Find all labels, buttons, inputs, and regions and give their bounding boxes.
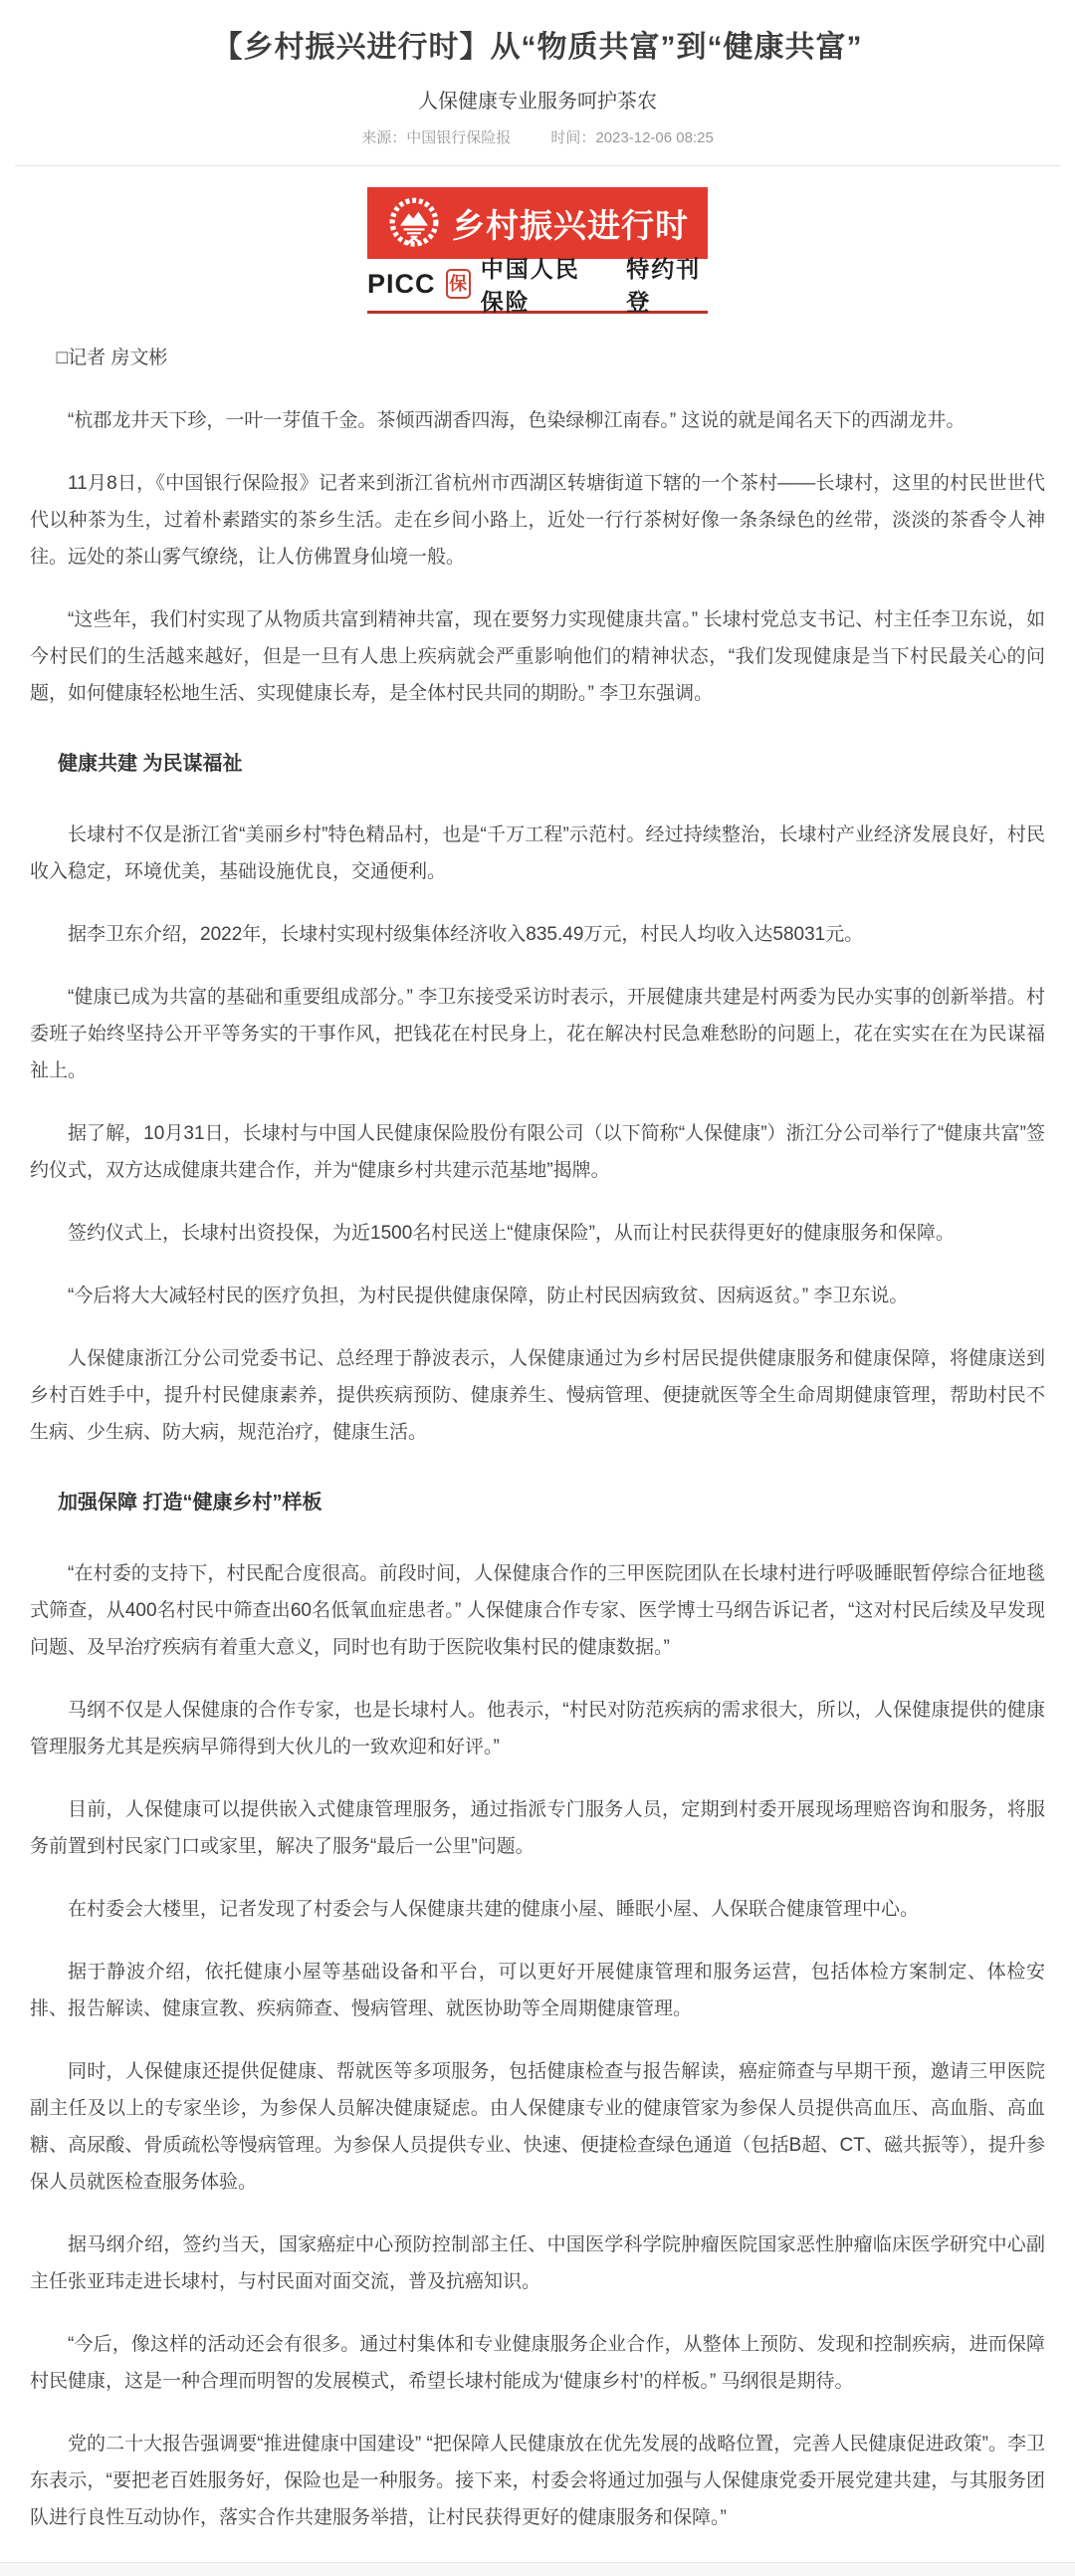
campaign-banner-image [367,187,708,314]
article-paragraph: “在村委的支持下，村民配合度很高。前段时间，人保健康合作的三甲医院团队在长埭村进行呼吸睡眠暂停综合征地毯式筛查，从400名村民中筛查出60名低氧血症患者。” 人保健康合作专家、医学博士马纲告诉记者，“这对村民后续及早发现问题、及早治疗疾病有着重大意义，同时也有助于医院收集村民的健康数据。” [30,1563,1045,1658]
article-paragraph: 同时，人保健康还提供促健康、帮就医等多项服务，包括健康检查与报告解读，癌症筛查与早期干预，邀请三甲医院副主任及以上的专家坐诊，为参保人员解决健康疑虑。由人保健康专业的健康管家为参保人员提供高血压、高血脂、高血糖、高尿酸、骨质疏松等慢病管理。为参保人员提供专业、快速、便捷检查绿色通道（包括B超、CT、磁共振等），提升参保人员就医检查服务体验。 [30,2061,1045,2193]
article-paragraph: 签约仪式上，长埭村出资投保，为近1500名村民送上“健康保险”，从而让村民获得更好的健康服务和保障。 [68,1223,955,1244]
page-footer-bar [0,2562,1075,2576]
article-paragraph: 据了解，10月31日，长埭村与中国人民健康保险股份有限公司（以下简称“人保健康”）浙江分公司举行了“健康共富”签约仪式，双方达成健康共建合作，并为“健康乡村共建示范基地”揭牌。 [30,1123,1045,1181]
page-title: 【乡村振兴进行时】从“物质共富”到“健康共富” [212,31,863,64]
article-paragraph: 马纲不仅是人保健康的合作专家，也是长埭村人。他表示，“村民对防范疾病的需求很大，所以，人保健康提供的健康管理服务尤其是疾病早筛得到大伙儿的一致欢迎和好评。” [30,1700,1045,1757]
article-paragraph: 据马纲介绍，签约当天，国家癌症中心预防控制部主任、中国医学科学院肿瘤医院国家恶性肿瘤临床医学研究中心副主任张亚玮走进长埭村，与村民面对面交流，普及抗癌知识。 [30,2234,1045,2292]
section-heading: 健康共建 为民谋福祉 [58,753,243,775]
article-header [0,0,1075,148]
article-paragraph: 目前，人保健康可以提供嵌入式健康管理服务，通过指派专门服务人员，定期到村委开展现场理赔咨询和服务，将服务前置到村民家门口或家里，解决了服务“最后一公里”问题。 [30,1799,1045,1857]
header-divider [15,165,1060,166]
article-paragraph: “健康已成为共富的基础和重要组成部分。” 李卫东接受采访时表示，开展健康共建是村两委为民办实事的创新举措。村委班子始终坚持公开平等务实的干事作风，把钱花在村民身上，花在解决村民急难愁盼的问题上，花在实实在在为民谋福祉上。 [30,987,1045,1081]
article-paragraph: “今后，像这样的活动还会有很多。通过村集体和专业健康服务企业合作，从整体上预防、发现和控制疾病，进而保障村民健康，这是一种合理而明智的发展模式，希望长埭村能成为‘健康乡村’的样板。” 马纲很是期待。 [30,2334,1045,2392]
picc-seal-icon: 保 [446,269,471,299]
article-meta [0,128,1075,148]
page-subtitle: 人保健康专业服务呵护茶农 [418,91,657,113]
banner-headline: 乡村振兴进行时 [452,206,689,244]
wreath-mountain-emblem-icon [386,195,442,251]
section-heading: 加强保障 打造“健康乡村”样板 [58,1492,322,1514]
article-paragraph: 11月8日，《中国银行保险报》记者来到浙江省杭州市西湖区转塘街道下辖的一个茶村——长埭村，这里的村民世世代代以种茶为生，过着朴素踏实的茶乡生活。走在乡间小路上，近处一行行茶树好像一条条绿色的丝带，淡淡的茶香令人神往。远处的茶山雾气缭绕，让人仿佛置身仙境一般。 [30,473,1045,568]
article-paragraph: “今后将大大减轻村民的医疗负担，为村民提供健康保障，防止村民因病致贫、因病返贫。” 李卫东说。 [68,1286,909,1306]
byline: □记者 房文彬 [56,348,168,368]
brand-name: 中国人民保险 [480,256,580,315]
article-paragraph: “这些年，我们村实现了从物质共富到精神共富，现在要努力实现健康共富。” 长埭村党总支书记、村主任李卫东说，如今村民们的生活越来越好，但是一旦有人患上疾病就会严重影响他们的精神状态，“我们发现健康是当下村民最关心的问题，如何健康轻松地生活、实现健康长寿，是全体村民共同的期盼。” 李卫东强调。 [30,609,1045,704]
article-paragraph: 长埭村不仅是浙江省“美丽乡村”特色精品村，也是“千万工程”示范村。经过持续整治，长埭村产业经济发展良好，村民收入稳定，环境优美，基础设施优良，交通便利。 [30,824,1045,882]
article-paragraph: 据李卫东介绍，2022年，长埭村实现村级集体经济收入835.49万元，村民人均收入达58031元。 [68,924,864,945]
publish-time: 时间：2023-12-06 08:25 [550,129,714,146]
article-paragraph: 人保健康浙江分公司党委书记、总经理于静波表示，人保健康通过为乡村居民提供健康服务和健康保障，将健康送到乡村百姓手中，提升村民健康素养，提供疾病预防、健康养生、慢病管理、便捷就医等全生命周期健康管理，帮助村民不生病、少生病、防大病，规范治疗，健康生活。 [30,1348,1045,1443]
article-body [0,314,1075,2562]
brand-note: 特约刊登 [626,256,702,315]
picc-logo-text: PICC [367,268,436,299]
article-paragraph: “杭郡龙井天下珍，一叶一芽值千金。茶倾西湖香四海，色染绿柳江南春。” 这说的就是闻名天下的西湖龙井。 [68,410,966,431]
article-paragraph: 党的二十大报告强调要“推进健康中国建设” “把保障人民健康放在优先发展的战略位置，完善人民健康促进政策”。李卫东表示，“要把老百姓服务好，保险也是一种服务。接下来，村委会将通过加强与人保健康党委开展党建共建，与其服务团队进行良性互动协作，落实合作共建服务举措，让村民获得更好的健康服务和保障。” [30,2434,1045,2528]
banner-brand-strip [367,256,708,315]
source-label: 来源：中国银行保险报 [361,129,512,146]
article-paragraph: 在村委会大楼里，记者发现了村委会与人保健康共建的健康小屋、睡眠小屋、人保联合健康管理中心。 [68,1899,920,1920]
article-paragraph: 据于静波介绍，依托健康小屋等基础设备和平台，可以更好开展健康管理和服务运营，包括体检方案制定、体检安排、报告解读、健康宣教、疾病筛查、慢病管理、就医协助等全周期健康管理。 [30,1962,1045,2019]
banner-red-strip [367,187,708,259]
